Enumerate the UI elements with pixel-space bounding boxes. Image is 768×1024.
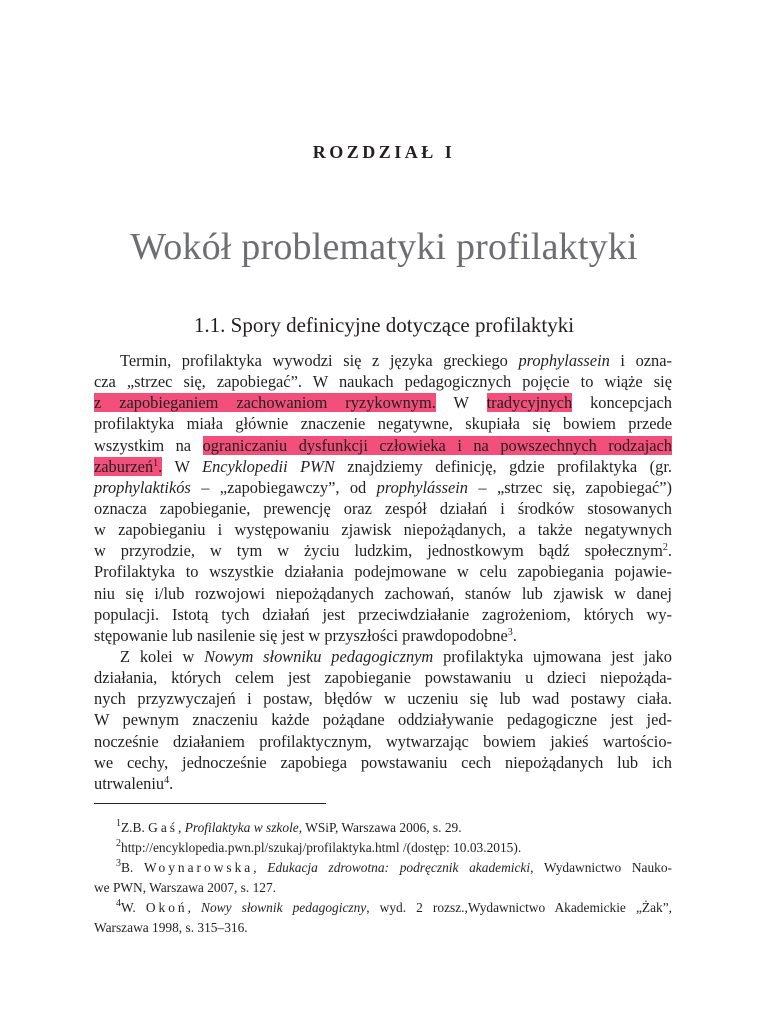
text-line: Profilaktyka to wszystkie działania podejmowane w celu zapobiegania pojawie-	[94, 562, 672, 582]
footnote-ref: 1	[153, 457, 159, 469]
text-line: prophylaktikós – „zapobiegawczy”, od prophylássein – „strzec się, zapobiegać”)	[94, 477, 672, 497]
footnotes	[94, 818, 672, 938]
text-line: w zapobieganiu i występowaniu zjawisk niepożądanych, a także negatywnych	[94, 520, 672, 540]
highlight: zaburzeń$^1$.	[94, 456, 163, 476]
text-line: nocześnie działaniem profilaktycznym, wytwarzając bowiem jakieś wartościo-	[94, 731, 672, 751]
highlight: tradycyjnych	[486, 393, 573, 413]
footnote-continued: we PWN, Warszawa 2007, s. 127.	[94, 880, 277, 895]
chapter-title: Wokół problematyki profilaktyki	[130, 226, 638, 268]
text-line: cza „strzec się, zapobiegać”. W naukach pedagogicznych pojęcie to wiąże się	[94, 372, 672, 392]
text-line: Z kolei w Nowym słowniku pedagogicznym profilaktyka ujmowana jest jako	[120, 646, 672, 666]
text-line: oznacza zapobieganie, prewencję oraz zespół działań i środków stosowanych	[94, 498, 672, 518]
footnote-ref: 4	[164, 774, 170, 786]
highlight: ograniczaniu dysfunkcji człowieka i na powszechnych rodzajach	[202, 435, 672, 455]
footnote: $^4$W. Okoń, Nowy słownik pedagogiczny, wyd. 2 rozsz.,Wydawnictwo Akademickie „Żak”,	[116, 898, 673, 915]
footnote: $^1$Z.B. Gaś, Profilaktyka w szkole, WSiP, Warszawa 2006, s. 29.	[116, 818, 462, 835]
text-line: populacji. Istotą tych działań jest przeciwdziałanie zagrożeniom, których wy-	[94, 604, 672, 624]
text-line: zaburzeń$^1$. W Encyklopedii PWN znajdziemy definicję, gdzie profilaktyka (gr.	[94, 456, 672, 476]
text-line: utrwaleniu$^4$.	[94, 773, 174, 793]
text-line: niu się i/lub rozwojowi niepożądanych zachowań, stanów lub zjawisk w danej	[94, 583, 672, 603]
text-line: z zapobieganiem zachowaniom ryzykownym. W tradycyjnych koncepcjach	[94, 393, 672, 413]
text-line: W pewnym znaczeniu każde pożądane oddziaływanie pedagogiczne jest jed-	[94, 710, 672, 730]
footnote-ref: 2	[662, 542, 668, 554]
footnote-ref: 3	[507, 626, 513, 638]
footnote: $^2$http://encyklopedia.pwn.pl/szukaj/profilaktyka.html /(dostęp: 10.03.2015).	[116, 838, 522, 855]
text-line: wszystkim na ograniczaniu dysfunkcji człowieka i na powszechnych rodzajach	[94, 435, 672, 455]
footnote-divider	[94, 803, 326, 804]
text-line: we cechy, jednocześnie zapobiega powstawaniu cech niepożądanych lub ich	[94, 752, 672, 772]
text-line: stępowanie lub nasilenie się jest w przyszłości prawdopodobne$^3$.	[94, 625, 517, 645]
text-line: nych przyzwyczajeń i postaw, błędów w uczeniu się lub wad postawy ciała.	[94, 689, 672, 709]
highlight: z zapobieganiem zachowaniom ryzykownym.	[94, 393, 436, 413]
footnote-continued: Warszawa 1998, s. 315–316.	[94, 920, 248, 935]
text-line: profilaktyka miała głównie znaczenie negatywne, skupiała się bowiem przede	[94, 414, 672, 434]
text-line: Termin, profilaktyka wywodzi się z języka greckiego prophylassein i ozna-	[120, 351, 672, 370]
section-heading: 1.1. Spory definicyjne dotyczące profilaktyki	[193, 313, 575, 337]
footnote: $^3$B. Woynarowska, Edukacja zdrowotna: podręcznik akademicki, Wydawnictwo Nauko-	[116, 858, 672, 875]
text-line: w przyrodzie, w tym w życiu ludzkim, jednostkowym bądź społecznym$^2$.	[94, 541, 672, 561]
text-line: działania, których celem jest zapobieganie powstawaniu u dzieci niepożąda-	[94, 668, 672, 688]
chapter-label: ROZDZIAŁ I	[312, 142, 456, 162]
body-text	[94, 350, 672, 794]
